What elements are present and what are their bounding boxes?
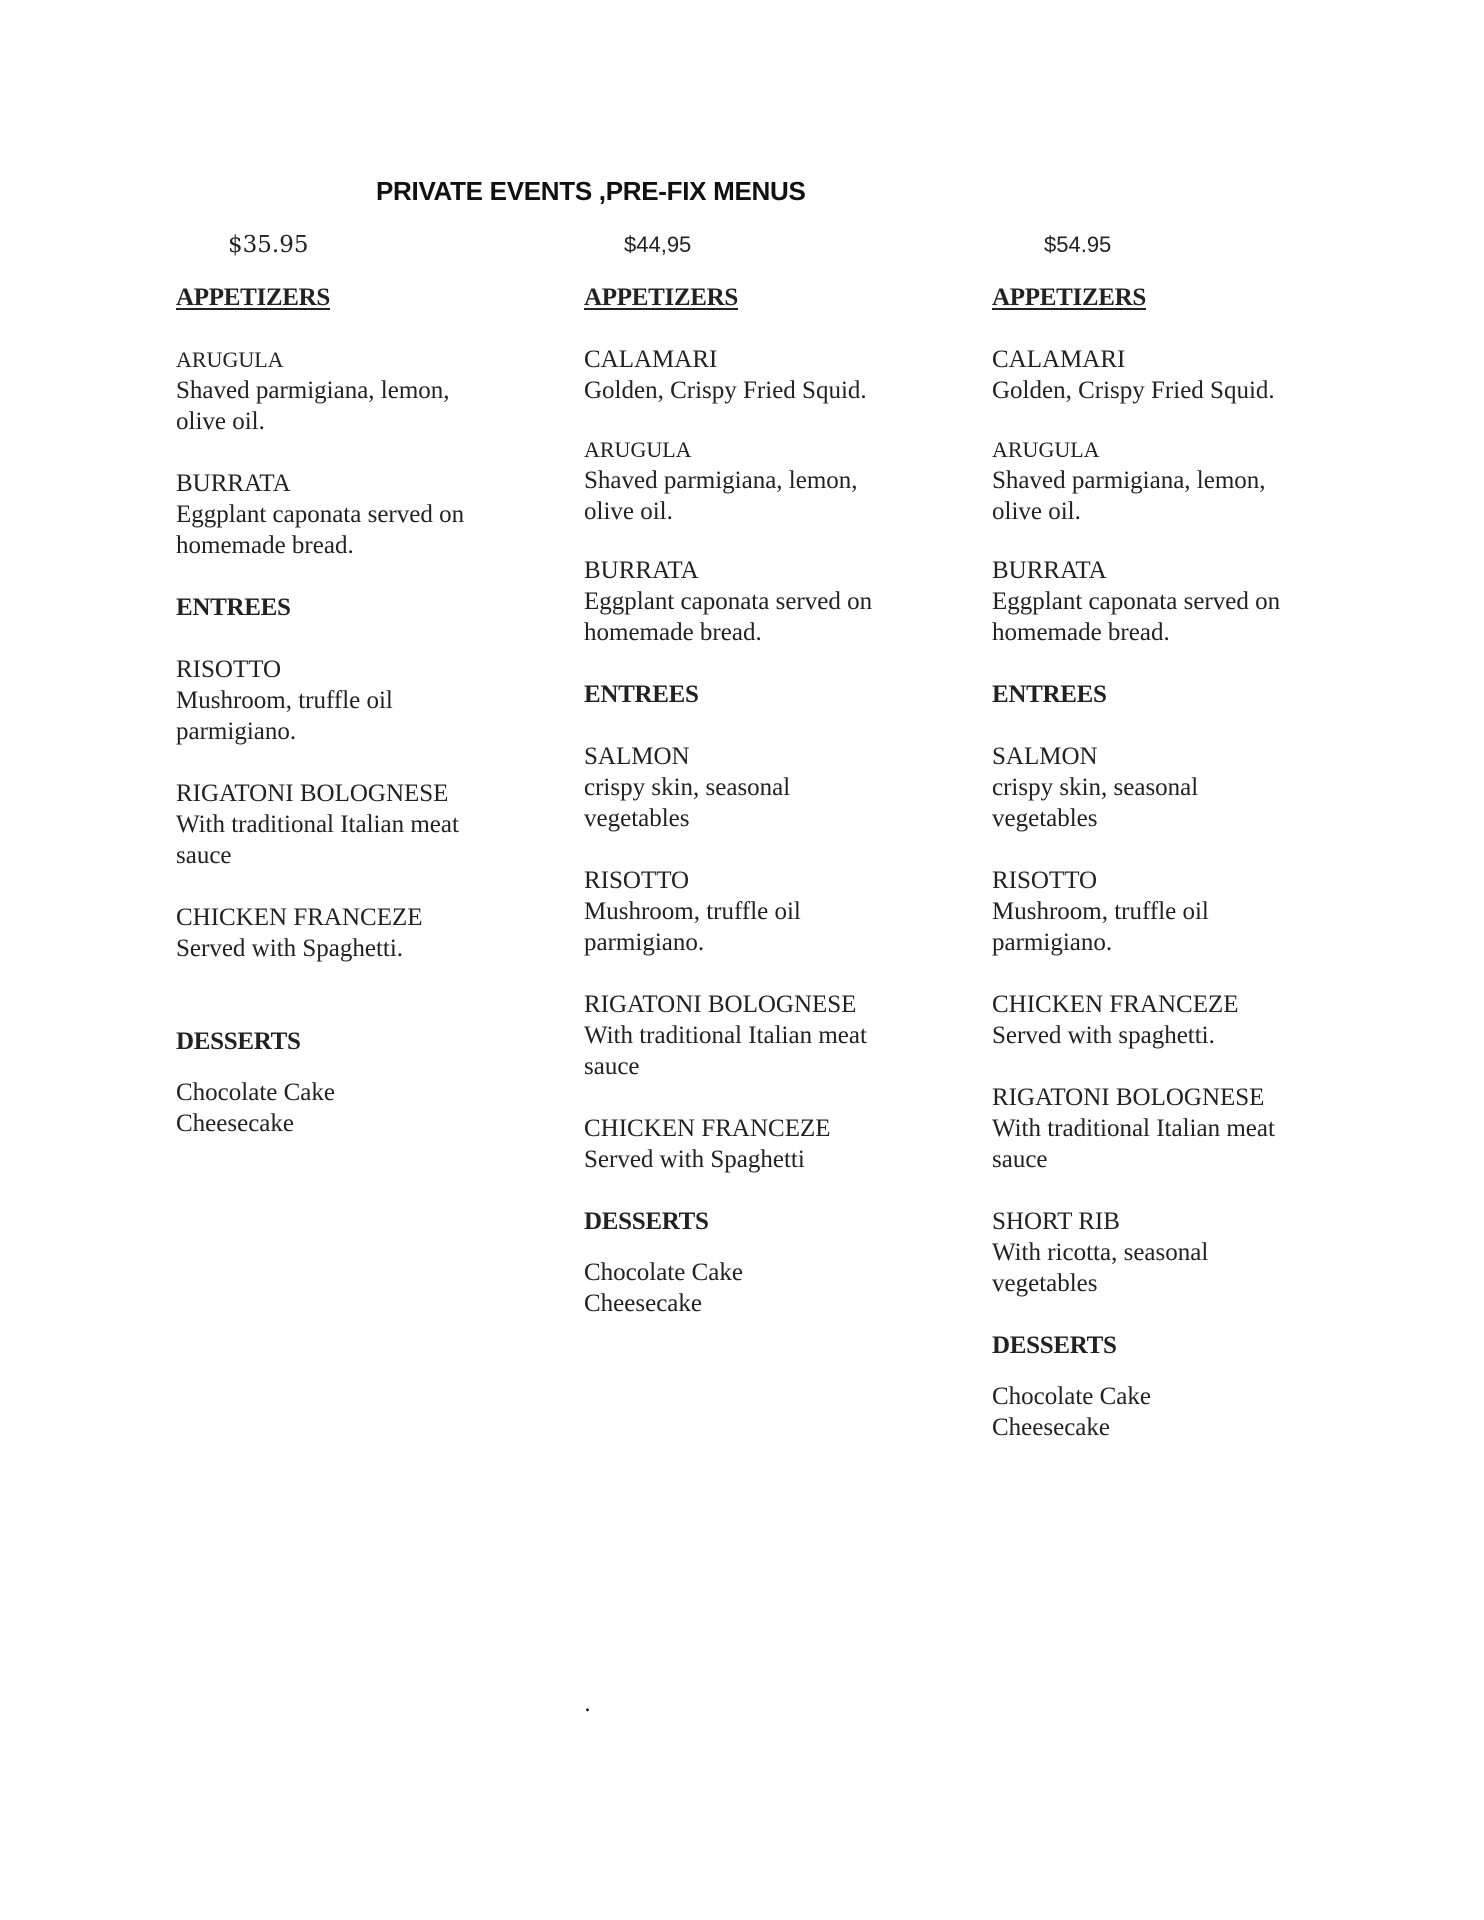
item-description: Golden, Crispy Fried Squid. <box>584 377 867 404</box>
appetizers-heading: APPETIZERS <box>176 284 330 311</box>
item-name: SHORT RIB <box>992 1208 1120 1235</box>
item-description: Served with spaghetti. <box>992 1022 1215 1049</box>
menu-3-column <box>992 282 1332 1443</box>
menu-item <box>584 989 924 1082</box>
item-description: crispy skin, seasonal vegetables <box>584 774 791 832</box>
dessert-item: Chocolate Cake <box>176 1079 335 1106</box>
menu-item <box>584 1113 924 1175</box>
menu-item <box>992 1206 1332 1299</box>
item-description: Eggplant caponata served on homemade bread. <box>584 588 873 646</box>
item-name: ARUGULA <box>584 437 692 462</box>
dessert-item: Cheesecake <box>584 1290 702 1317</box>
dessert-item: Chocolate Cake <box>584 1259 743 1286</box>
menu-item <box>992 741 1332 834</box>
item-description: Mushroom, truffle oil parmigiano. <box>992 898 1209 956</box>
menu-item <box>176 654 516 747</box>
menu-item <box>176 468 516 561</box>
menu-2-price: $44,95 <box>624 232 692 257</box>
item-name: BURRATA <box>992 557 1107 584</box>
menu-item <box>584 555 924 648</box>
appetizers-heading: APPETIZERS <box>992 284 1146 311</box>
item-name: RISOTTO <box>176 656 282 683</box>
item-description: With traditional Italian meat sauce <box>992 1115 1275 1173</box>
menu-1-price: $35.95 <box>228 232 309 258</box>
menu-item <box>992 989 1332 1051</box>
item-name: RISOTTO <box>992 867 1098 894</box>
menu-item <box>176 778 516 871</box>
menu-item <box>176 344 516 437</box>
menu-item <box>992 865 1332 958</box>
menu-1-column <box>176 282 516 1139</box>
item-name: RIGATONI BOLOGNESE <box>176 780 449 807</box>
entrees-heading: ENTREES <box>584 681 699 708</box>
item-description: Mushroom, truffle oil parmigiano. <box>176 687 393 745</box>
desserts-heading: DESSERTS <box>584 1208 709 1235</box>
item-name: RIGATONI BOLOGNESE <box>992 1084 1265 1111</box>
item-name: SALMON <box>584 743 690 770</box>
item-name: ARUGULA <box>176 347 284 372</box>
item-description: Eggplant caponata served on homemade bread. <box>992 588 1281 646</box>
item-name: CHICKEN FRANCEZE <box>992 991 1239 1018</box>
item-name: CALAMARI <box>992 346 1126 373</box>
item-name: CHICKEN FRANCEZE <box>584 1115 831 1142</box>
item-name: SALMON <box>992 743 1098 770</box>
item-name: RISOTTO <box>584 867 690 894</box>
item-name: CHICKEN FRANCEZE <box>176 904 423 931</box>
desserts-heading: DESSERTS <box>176 1028 301 1055</box>
dessert-item: Cheesecake <box>992 1414 1110 1441</box>
menu-item <box>992 344 1332 406</box>
item-description: Shaved parmigiana, lemon, olive oil. <box>584 467 858 525</box>
dessert-item: Chocolate Cake <box>992 1383 1151 1410</box>
menu-item <box>992 1082 1332 1175</box>
item-description: crispy skin, seasonal vegetables <box>992 774 1199 832</box>
entrees-heading: ENTREES <box>176 594 291 621</box>
menu-item <box>992 555 1332 648</box>
menu-item <box>584 741 924 834</box>
item-description: With traditional Italian meat sauce <box>176 811 459 869</box>
menu-item <box>584 865 924 958</box>
menu-2-column <box>584 282 924 1319</box>
footer-dot: . <box>584 1692 591 1717</box>
item-name: BURRATA <box>176 470 291 497</box>
item-description: Shaved parmigiana, lemon, olive oil. <box>176 377 450 435</box>
desserts-heading: DESSERTS <box>992 1332 1117 1359</box>
menu-3-price: $54.95 <box>1044 232 1112 257</box>
entrees-heading: ENTREES <box>992 681 1107 708</box>
appetizers-heading: APPETIZERS <box>584 284 738 311</box>
dessert-item: Cheesecake <box>176 1110 294 1137</box>
item-description: Eggplant caponata served on homemade bread. <box>176 501 465 559</box>
item-description: With ricotta, seasonal vegetables <box>992 1239 1209 1297</box>
item-description: Served with Spaghetti <box>584 1146 805 1173</box>
item-name: CALAMARI <box>584 346 718 373</box>
item-description: With traditional Italian meat sauce <box>584 1022 867 1080</box>
item-description: Golden, Crispy Fried Squid. <box>992 377 1275 404</box>
item-name: BURRATA <box>584 557 699 584</box>
menu-item <box>992 434 1332 527</box>
item-name: ARUGULA <box>992 437 1100 462</box>
item-name: RIGATONI BOLOGNESE <box>584 991 857 1018</box>
item-description: Served with Spaghetti. <box>176 935 404 962</box>
menu-item <box>176 902 516 964</box>
item-description: Shaved parmigiana, lemon, olive oil. <box>992 467 1266 525</box>
menu-item <box>584 434 924 527</box>
item-description: Mushroom, truffle oil parmigiano. <box>584 898 801 956</box>
menu-item <box>584 344 924 406</box>
page-title: PRIVATE EVENTS ,PRE-FIX MENUS <box>376 176 806 206</box>
